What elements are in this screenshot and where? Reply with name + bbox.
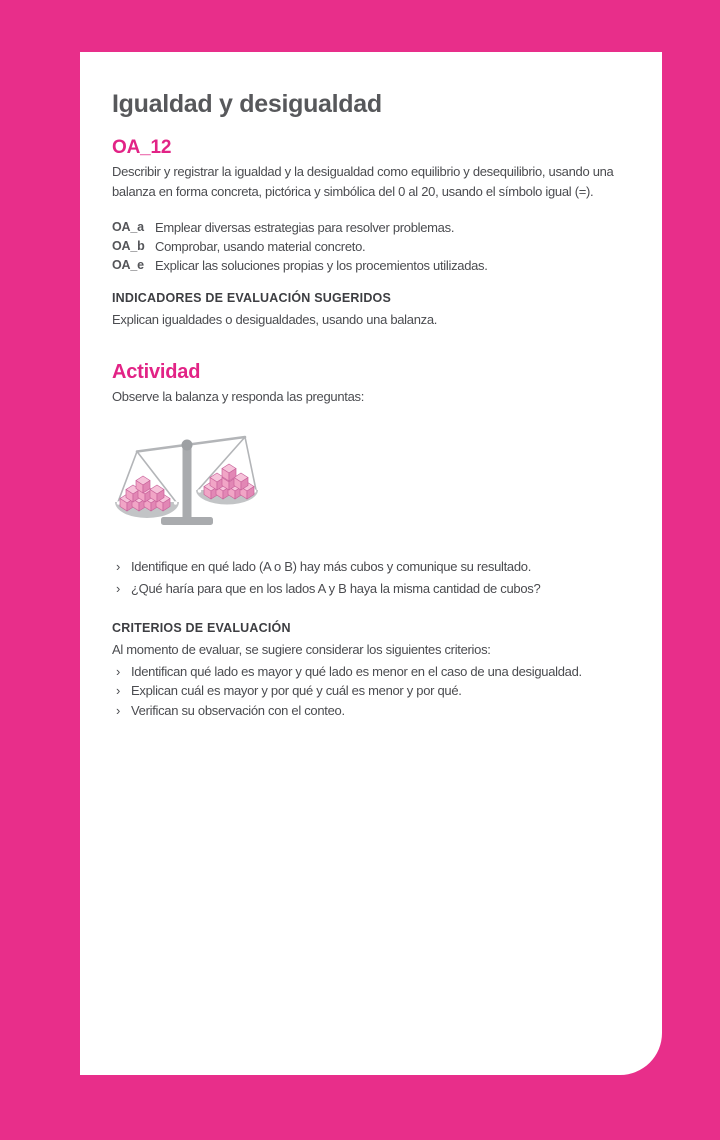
- oa-item-row: [112, 237, 634, 256]
- indicadores-text: Explican igualdades o desigualdades, usando una balanza.: [112, 312, 438, 327]
- bullet-arrow-icon: ›: [116, 580, 121, 596]
- oa-item-label: OA_b: [112, 239, 145, 253]
- criterio-item: [116, 701, 634, 721]
- oa-item-label: OA_a: [112, 220, 144, 234]
- oa-description: [112, 162, 634, 201]
- criterio-text: Identifican qué lado es mayor y qué lado es menor en el caso de una desigualdad.: [131, 663, 582, 679]
- bullet-arrow-icon: ›: [116, 663, 121, 679]
- oa-code-heading: OA_12: [112, 137, 172, 158]
- actividad-questions: [112, 556, 634, 599]
- page-title: Igualdad y desigualdad: [112, 90, 382, 118]
- actividad-heading: Actividad: [112, 360, 201, 383]
- indicadores-heading: INDICADORES DE EVALUACIÓN SUGERIDOS: [112, 291, 392, 305]
- bullet-arrow-icon: ›: [116, 683, 121, 698]
- page-card: [80, 52, 662, 1075]
- question-text: Identifique en qué lado (A o B) hay más cubos y comunique su resultado.: [131, 559, 532, 574]
- oa-item-text: Comprobar, usando material concreto.: [155, 239, 366, 254]
- criterio-text: Explican cuál es mayor y por qué y cuál es menor y por qué.: [131, 683, 462, 698]
- bullet-arrow-icon: ›: [116, 559, 121, 574]
- question-item: [116, 556, 634, 578]
- oa-item-text: Explicar las soluciones propias y los procemientos utilizadas.: [155, 258, 488, 273]
- criterios-intro: Al momento de evaluar, se sugiere considerar los siguientes criterios:: [112, 642, 491, 657]
- oa-description-line-1: Describir y registrar la igualdad y la desigualdad como equilibrio y desequilibrio, usando una: [112, 164, 614, 179]
- criterio-item: [116, 662, 634, 682]
- criterios-heading: CRITERIOS DE EVALUACIÓN: [112, 621, 291, 635]
- criterio-item: [116, 681, 634, 701]
- balance-scale-illustration: [108, 435, 262, 529]
- oa-item-text: Emplear diversas estrategias para resolver problemas.: [155, 220, 455, 235]
- oa-sublist: [112, 218, 634, 275]
- oa-description-line-2: balanza en forma concreta, pictórica y simbólica del 0 al 20, usando el símbolo igual (=).: [112, 183, 594, 199]
- actividad-intro: Observe la balanza y responda las preguntas:: [112, 388, 365, 404]
- criterios-list: [112, 662, 634, 721]
- question-item: [116, 578, 634, 600]
- bullet-arrow-icon: ›: [116, 702, 121, 718]
- oa-item-row: [112, 218, 634, 237]
- oa-item-label: OA_e: [112, 258, 144, 272]
- question-text: ¿Qué haría para que en los lados A y B haya la misma cantidad de cubos?: [131, 580, 541, 596]
- oa-item-row: [112, 256, 634, 275]
- criterio-text: Verifican su observación con el conteo.: [131, 702, 345, 718]
